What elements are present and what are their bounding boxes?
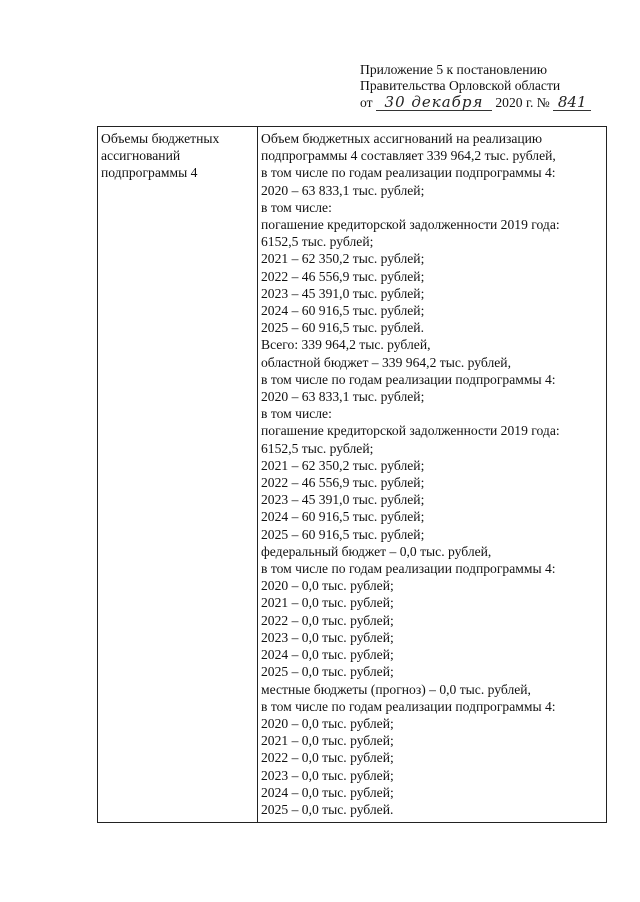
content-line: 2021 – 0,0 тыс. рублей; (261, 595, 394, 611)
date-suffix: 2020 г. № (495, 95, 550, 110)
content-line: 2020 – 63 833,1 тыс. рублей; (261, 182, 425, 198)
header-appendix-line: Приложение 5 к постановлению (360, 62, 547, 77)
content-line: 2020 – 0,0 тыс. рублей; (261, 715, 394, 731)
content-line: 6152,5 тыс. рублей; (261, 234, 374, 250)
content-line: в том числе по годам реализации подпрограммы 4: (261, 165, 556, 181)
content-line: 2025 – 60 916,5 тыс. рублей. (261, 320, 424, 336)
date-prefix: от (360, 95, 373, 110)
content-line: 2023 – 45 391,0 тыс. рублей; (261, 492, 425, 508)
content-line: федеральный бюджет – 0,0 тыс. рублей, (261, 543, 492, 559)
content-line: 2021 – 0,0 тыс. рублей; (261, 733, 394, 749)
table-row (98, 127, 607, 823)
content-line: 2022 – 46 556,9 тыс. рублей; (261, 475, 425, 491)
header-government-line: Правительства Орловской области (360, 78, 561, 93)
content-line: 2025 – 0,0 тыс. рублей. (261, 801, 394, 817)
content-line: 2024 – 60 916,5 тыс. рублей; (261, 303, 425, 319)
content-line: в том числе: (261, 406, 332, 422)
content-line: 2024 – 0,0 тыс. рублей; (261, 647, 394, 663)
header-date-line (360, 94, 610, 111)
label-line: ассигнований (101, 148, 181, 164)
content-line: 2025 – 0,0 тыс. рублей; (261, 664, 394, 680)
label-line: подпрограммы 4 (101, 165, 198, 181)
content-line: в том числе по годам реализации подпрограммы 4: (261, 698, 556, 714)
content-line: 2020 – 0,0 тыс. рублей; (261, 578, 394, 594)
content-cell (258, 127, 607, 823)
content-line: Объем бюджетных ассигнований на реализацию (261, 131, 543, 146)
content-line: 2023 – 45 391,0 тыс. рублей; (261, 285, 425, 301)
content-line: погашение кредиторской задолженности 2019 года: (261, 217, 560, 233)
content-line: 2024 – 60 916,5 тыс. рублей; (261, 509, 425, 525)
content-line: 2022 – 0,0 тыс. рублей; (261, 612, 394, 628)
handwritten-number: 841 (553, 94, 591, 111)
content-line: в том числе по годам реализации подпрограммы 4: (261, 371, 556, 387)
content-line: местные бюджеты (прогноз) – 0,0 тыс. рублей, (261, 681, 531, 697)
handwritten-date: 30 декабря (376, 94, 492, 111)
content-line: погашение кредиторской задолженности 2019 года: (261, 423, 560, 439)
content-line: Всего: 339 964,2 тыс. рублей, (261, 337, 431, 353)
content-line: подпрограммы 4 составляет 339 964,2 тыс. рублей, (261, 148, 556, 164)
content-line: в том числе по годам реализации подпрограммы 4: (261, 561, 556, 577)
label-line: Объемы бюджетных (101, 131, 220, 146)
content-line: 2025 – 60 916,5 тыс. рублей; (261, 526, 425, 542)
budget-table (97, 126, 607, 823)
content-line: 2023 – 0,0 тыс. рублей; (261, 767, 394, 783)
content-line: 2024 – 0,0 тыс. рублей; (261, 784, 394, 800)
content-line: 2021 – 62 350,2 тыс. рублей; (261, 457, 425, 473)
content-line: 6152,5 тыс. рублей; (261, 440, 374, 456)
content-line: областной бюджет – 339 964,2 тыс. рублей, (261, 354, 511, 370)
content-line: 2022 – 0,0 тыс. рублей; (261, 750, 394, 766)
document-header (360, 62, 610, 111)
content-line: 2023 – 0,0 тыс. рублей; (261, 629, 394, 645)
label-cell (98, 127, 258, 823)
content-line: 2022 – 46 556,9 тыс. рублей; (261, 268, 425, 284)
content-line: 2020 – 63 833,1 тыс. рублей; (261, 389, 425, 405)
content-line: в том числе: (261, 199, 332, 215)
content-line: 2021 – 62 350,2 тыс. рублей; (261, 251, 425, 267)
